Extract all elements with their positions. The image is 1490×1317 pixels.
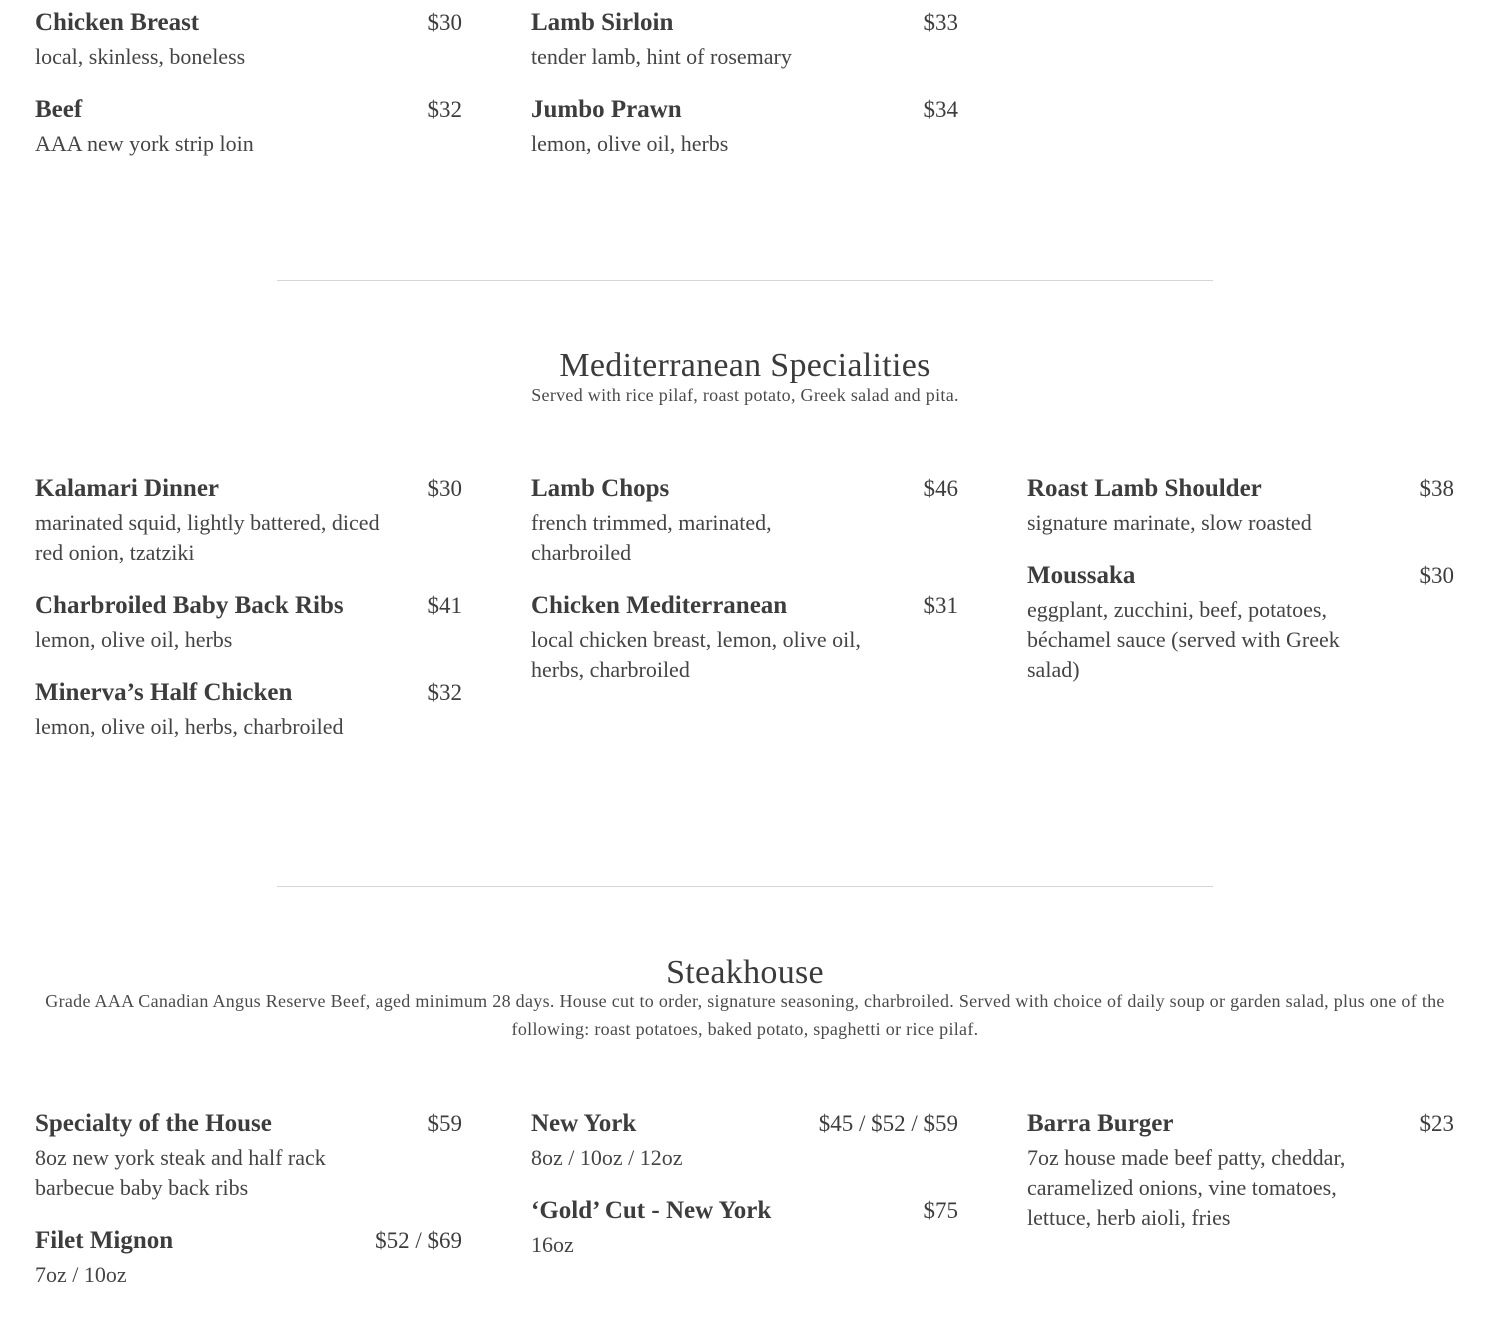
section-divider <box>277 886 1213 887</box>
menu-item-name: Chicken Breast <box>35 9 200 36</box>
menu-item-description: signature marinate, slow roasted <box>1027 510 1312 535</box>
menu-item <box>1027 1109 1454 1233</box>
menu-item-name: New York <box>531 1110 637 1137</box>
menu-item-header <box>35 591 462 621</box>
menu-item <box>35 474 462 568</box>
menu-column <box>531 474 958 742</box>
menu-item-price: $31 <box>923 593 958 618</box>
menu-item-name: ‘Gold’ Cut - New York <box>531 1197 772 1224</box>
menu-column-empty <box>1027 8 1454 159</box>
menu-item <box>531 591 958 685</box>
menu-item-description: marinated squid, lightly battered, diced red onion, tzatziki <box>35 510 380 565</box>
menu-item-header <box>35 1226 462 1256</box>
menu-item <box>1027 474 1454 538</box>
menu-item <box>35 591 462 655</box>
menu-item <box>35 678 462 742</box>
menu-item-name: Chicken Mediterranean <box>531 592 788 619</box>
menu-item-header <box>35 8 462 38</box>
menu-item-name: Lamb Sirloin <box>531 9 674 36</box>
menu-item <box>35 95 462 159</box>
steakhouse-menu-columns <box>35 1109 1455 1290</box>
menu-item-header <box>531 591 958 621</box>
menu-item-header <box>35 1109 462 1139</box>
menu-item-header <box>1027 474 1454 504</box>
menu-item-price: $32 <box>427 97 462 122</box>
menu-item <box>531 95 958 159</box>
menu-item-name: Barra Burger <box>1027 1110 1174 1137</box>
menu-item <box>35 1109 462 1203</box>
menu-item-name: Roast Lamb Shoulder <box>1027 475 1262 502</box>
menu-item-description: local, skinless, boneless <box>35 44 246 69</box>
menu-item-description: 16oz <box>531 1232 574 1257</box>
menu-item-name: Moussaka <box>1027 562 1136 589</box>
menu-column <box>35 8 462 159</box>
mediterranean-menu-columns <box>35 474 1455 742</box>
menu-item-name: Filet Mignon <box>35 1227 174 1254</box>
menu-item-price: $41 <box>427 593 462 618</box>
menu-item-name: Lamb Chops <box>531 475 670 502</box>
section-title-steakhouse: Steakhouse <box>666 954 824 991</box>
menu-item-header <box>35 678 462 708</box>
menu-column <box>1027 1109 1454 1290</box>
menu-column <box>35 474 462 742</box>
menu-item-header <box>1027 561 1454 591</box>
section-subtitle-steakhouse: Grade AAA Canadian Angus Reserve Beef, aged minimum 28 days. House cut to order, signature seasoning, charbroiled. Served with choice of daily soup or garden salad, plus one of the following: roast potatoes, baked potato, spaghetti or rice pilaf. <box>45 991 1445 1039</box>
menu-item-description: 8oz new york steak and half rack barbecue baby back ribs <box>35 1145 326 1200</box>
menu-item-price: $33 <box>923 10 958 35</box>
menu-item-price: $45 / $52 / $59 <box>818 1111 958 1136</box>
menu-item-header <box>531 1196 958 1226</box>
menu-item-price: $34 <box>923 97 958 122</box>
menu-item-name: Minerva’s Half Chicken <box>35 679 293 706</box>
menu-item-description: lemon, olive oil, herbs, charbroiled <box>35 714 344 739</box>
menu-item <box>531 1109 958 1173</box>
menu-item-description: lemon, olive oil, herbs <box>531 131 729 156</box>
menu-item-header <box>35 95 462 125</box>
menu-item-header <box>35 474 462 504</box>
menu-item-description: tender lamb, hint of rosemary <box>531 44 792 69</box>
menu-column <box>1027 474 1454 742</box>
menu-item-header <box>531 8 958 38</box>
menu-item <box>531 8 958 72</box>
menu-column <box>531 8 958 159</box>
menu-item-header <box>1027 1109 1454 1139</box>
section-title-mediterranean: Mediterranean Specialities <box>559 347 931 384</box>
menu-item-price: $23 <box>1419 1111 1454 1136</box>
menu-item-price: $32 <box>427 680 462 705</box>
menu-item-name: Kalamari Dinner <box>35 475 220 502</box>
menu-item-header <box>531 1109 958 1139</box>
menu-item-price: $30 <box>427 476 462 501</box>
menu-item <box>1027 561 1454 685</box>
top-menu-columns <box>35 8 1455 159</box>
menu-item <box>35 1226 462 1290</box>
menu-item <box>35 8 462 72</box>
menu-item-price: $30 <box>1419 563 1454 588</box>
menu-item-description: 8oz / 10oz / 12oz <box>531 1145 683 1170</box>
menu-item-description: AAA new york strip loin <box>35 131 254 156</box>
menu-item-price: $59 <box>427 1111 462 1136</box>
menu-item-name: Charbroiled Baby Back Ribs <box>35 592 344 619</box>
menu-item-price: $52 / $69 <box>375 1228 462 1253</box>
menu-item-description: local chicken breast, lemon, olive oil, herbs, charbroiled <box>531 627 861 682</box>
menu-item-price: $75 <box>923 1198 958 1223</box>
section-divider <box>277 280 1213 281</box>
menu-item-price: $30 <box>427 10 462 35</box>
menu-item-description: 7oz / 10oz <box>35 1262 127 1287</box>
menu-item-name: Specialty of the House <box>35 1110 272 1137</box>
menu-item-description: french trimmed, marinated, charbroiled <box>531 510 772 565</box>
menu-item-description: 7oz house made beef patty, cheddar, caramelized onions, vine tomatoes, lettuce, herb aioli, fries <box>1027 1145 1346 1230</box>
section-subtitle-mediterranean: Served with rice pilaf, roast potato, Greek salad and pita. <box>531 385 959 405</box>
menu-item-header <box>531 474 958 504</box>
menu-item-price: $46 <box>923 476 958 501</box>
menu-column <box>35 1109 462 1290</box>
menu-column <box>531 1109 958 1290</box>
menu-item-header <box>531 95 958 125</box>
menu-item-name: Jumbo Prawn <box>531 96 682 123</box>
menu-item <box>531 474 958 568</box>
menu-item-description: eggplant, zucchini, beef, potatoes, béchamel sauce (served with Greek salad) <box>1027 597 1340 682</box>
menu-item-price: $38 <box>1419 476 1454 501</box>
menu-item <box>531 1196 958 1260</box>
menu-item-description: lemon, olive oil, herbs <box>35 627 233 652</box>
menu-item-name: Beef <box>35 96 83 123</box>
